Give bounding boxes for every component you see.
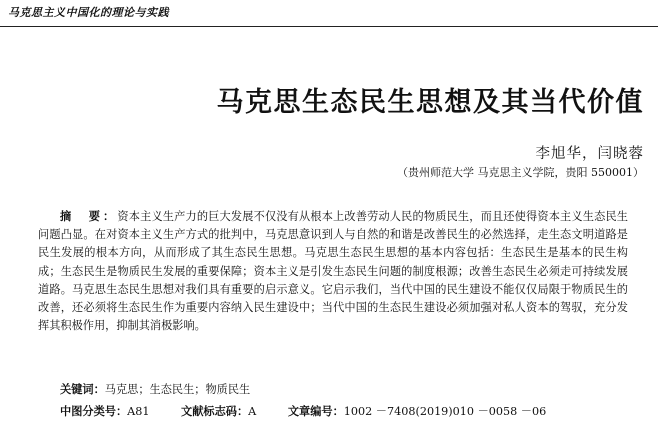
- article-number: [288, 403, 546, 419]
- clc-value: A81: [127, 405, 150, 418]
- article-no-label: 文章编号：: [287, 405, 344, 418]
- doc-code-value: A: [248, 405, 257, 418]
- journal-name: 马克思主义中国化的理论与实践: [8, 6, 169, 19]
- doc-code-label: 文献标志码：: [181, 405, 249, 418]
- article-no-value: 1002 －7408(2019)010 －0058 －06: [343, 405, 547, 418]
- author-affiliation: （贵州师范大学 马克思主义学院，贵阳 550001）: [397, 166, 644, 179]
- journal-header: [0, 0, 658, 27]
- document-code: [181, 403, 256, 419]
- article-authors: 李旭华，闫晓蓉: [535, 146, 644, 162]
- article-metadata: [60, 403, 574, 419]
- article-title: 马克思生态民生思想及其当代价值: [216, 87, 644, 118]
- abstract: [38, 208, 628, 335]
- abstract-label: 摘 要：: [60, 210, 118, 223]
- keywords-label: 关键词：: [60, 383, 105, 396]
- abstract-text: 资本主义生产力的巨大发展不仅没有从根本上改善劳动人民的物质民生，而且还使得资本主义生态民生问题凸显。在对资本主义生产方式的批判中，马克思意识到人与自然的和谐是改善民生的必然选择，走生态文明道路是民生发展的根本方向，从而形成了其生态民生思想。马克思生态民生思想的基本内容包括：生态民生是基本的民生构成；生态民生是物质民生发展的重要保障；资本主义是引发生态民生问题的制度根源；改善生态民生必须走可持续发展道路。马克思生态民生思想对我们具有重要的启示意义。它启示我们，当代中国的民生建设不能仅仅局限于物质民生的改善，还必须将生态民生作为重要内容纳入民生建设中；当代中国的生态民生建设必须加强对私人资本的驾驭，充分发挥其积极作用，抑制其消极影响。: [38, 210, 628, 333]
- clc-label: 中图分类号：: [60, 405, 128, 418]
- keywords: [60, 381, 250, 397]
- clc-number: [60, 403, 149, 419]
- keywords-text: 马克思；生态民生；物质民生: [104, 383, 251, 396]
